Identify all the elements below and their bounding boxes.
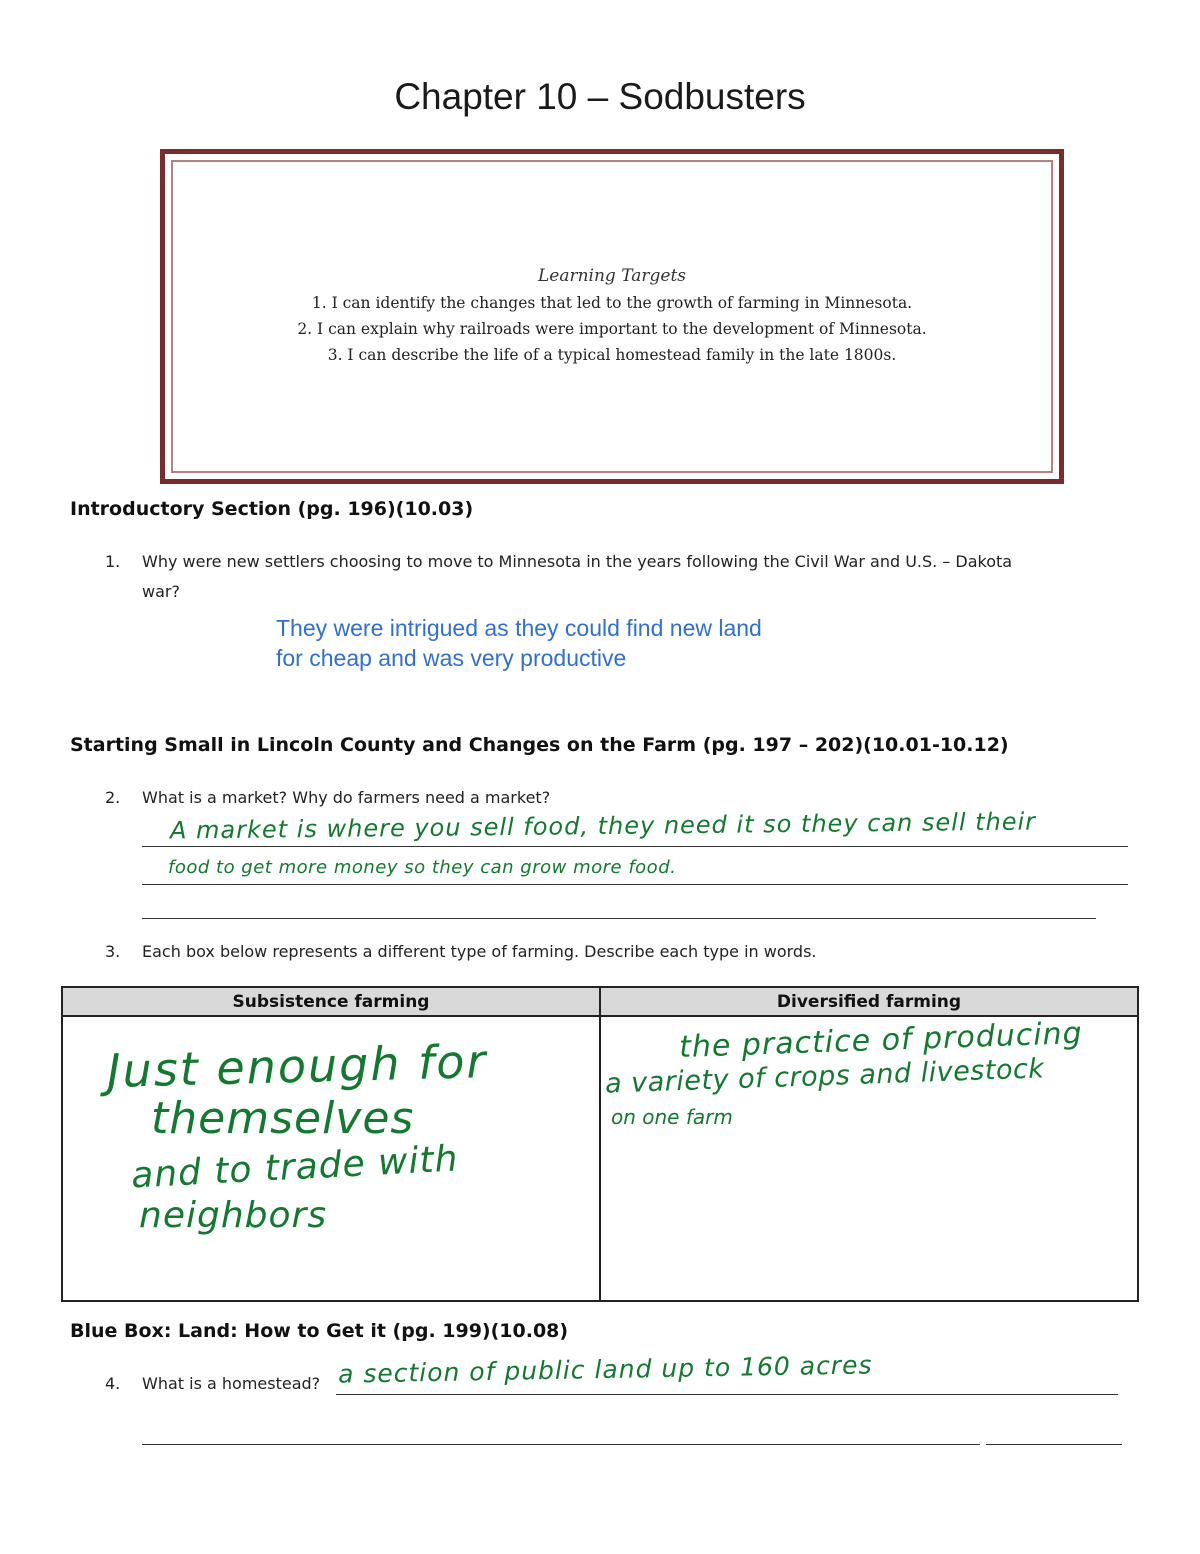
answer-line-4a [336,1394,1118,1395]
column-header-subsistence: Subsistence farming [62,987,600,1016]
answer-1-line2: for cheap and was very productive [276,645,627,671]
learning-targets-inner-border [171,160,1053,473]
subsistence-answer-cell[interactable] [62,1016,600,1301]
question-4-text: What is a homestead? [142,1374,321,1393]
answer-line-2b [142,884,1128,885]
question-1-text-line2: war? [142,582,180,601]
diversified-answer-line1: the practice of producing [678,1015,1084,1066]
question-1-text-line1: Why were new settlers choosing to move to Minnesota in the years following the Civil War and U.S. – Dakota [142,552,1013,571]
section-heading-blue-box: Blue Box: Land: How to Get it (pg. 199)(10.08) [70,1320,569,1342]
learning-targets-frame [160,149,1064,484]
learning-target-1: 1. I can identify the changes that led to the growth of farming in Minnesota. [311,294,913,312]
question-3-text: Each box below represents a different type of farming. Describe each type in words. [142,942,817,961]
answer-line-4b [142,1444,980,1445]
subsistence-answer-line4: neighbors [139,1195,328,1236]
question-number-3: 3. [105,942,121,961]
section-heading-intro: Introductory Section (pg. 196)(10.03) [70,498,474,520]
section-heading-starting-small: Starting Small in Lincoln County and Changes on the Farm (pg. 197 – 202)(10.01-10.12) [70,734,1009,756]
subsistence-answer-line1: Just enough for [106,1034,488,1098]
learning-targets-heading: Learning Targets [537,266,686,286]
question-number-1: 1. [105,552,121,571]
answer-line-2a [142,846,1128,847]
answer-line-4c [986,1444,1122,1445]
diversified-answer-cell[interactable] [600,1016,1138,1301]
question-2-text: What is a market? Why do farmers need a market? [142,788,551,807]
diversified-answer-line3: on one farm [611,1105,733,1129]
learning-target-2: 2. I can explain why railroads were important to the development of Minnesota. [297,320,927,338]
diversified-answer-line2: a variety of crops and livestock [604,1053,1045,1100]
question-number-4: 4. [105,1374,121,1393]
answer-line-2c [142,918,1096,919]
page-title: Chapter 10 – Sodbusters [394,76,806,117]
answer-4-handwriting: a section of public land up to 160 acres [337,1350,873,1389]
subsistence-answer-line2: themselves [151,1093,415,1144]
answer-2-line1-handwriting: A market is where you sell food, they need it so they can sell their [169,807,1037,845]
learning-target-3: 3. I can describe the life of a typical homestead family in the late 1800s. [327,346,897,364]
column-header-diversified: Diversified farming [600,987,1138,1016]
answer-1-line1: They were intrigued as they could find new land [276,615,762,641]
farming-types-table [61,986,1139,1302]
subsistence-answer-line3: and to trade with [130,1138,460,1197]
question-number-2: 2. [105,788,121,807]
answer-2-line2-handwriting: food to get more money so they can grow more food. [168,857,677,878]
